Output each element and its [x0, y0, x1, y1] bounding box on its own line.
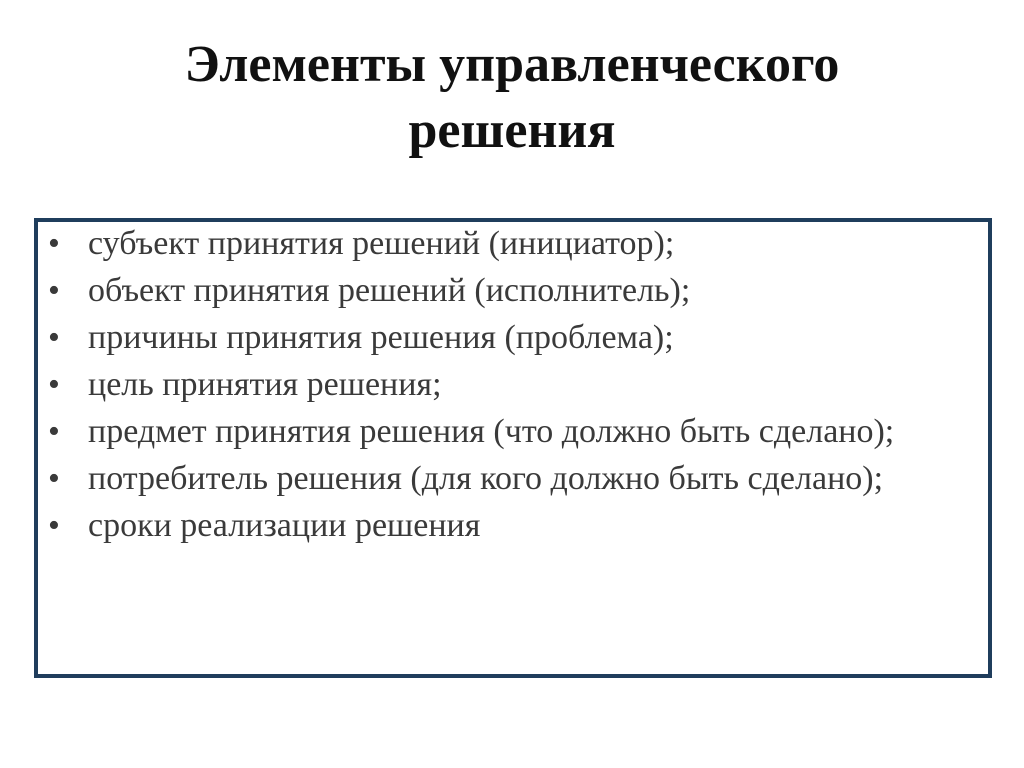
bullet-icon: •	[48, 413, 60, 450]
bullet-icon: •	[48, 507, 60, 544]
list-item	[48, 226, 968, 262]
bullet-icon: •	[48, 460, 60, 497]
bullet-icon: •	[48, 225, 60, 262]
list-item-text: субъект принятия решений (инициатор);	[88, 225, 675, 262]
content-box	[34, 218, 992, 678]
list-item	[48, 367, 968, 403]
page-title-line-1: Элементы управленческого	[184, 36, 840, 93]
bullet-icon: •	[48, 319, 60, 356]
list-item-text: объект принятия решений (исполнитель);	[88, 272, 691, 309]
list-item	[48, 508, 968, 544]
list-item	[48, 461, 968, 497]
list-item	[48, 320, 968, 356]
list-item-text: сроки реализации решения	[88, 507, 481, 544]
list-item	[48, 414, 968, 450]
page-title	[0, 32, 1024, 164]
list-item-text: цель принятия решения;	[88, 366, 442, 403]
list-item-text: потребитель решения (для кого должно быть сделано);	[88, 460, 884, 497]
list-item-text: предмет принятия решения (что должно быть сделано);	[88, 413, 895, 450]
bullet-icon: •	[48, 272, 60, 309]
list-item	[48, 273, 968, 309]
bullet-list	[48, 226, 968, 555]
page-title-line-2: решения	[408, 102, 616, 159]
list-item-text: причины принятия решения (проблема);	[88, 319, 674, 356]
bullet-icon: •	[48, 366, 60, 403]
